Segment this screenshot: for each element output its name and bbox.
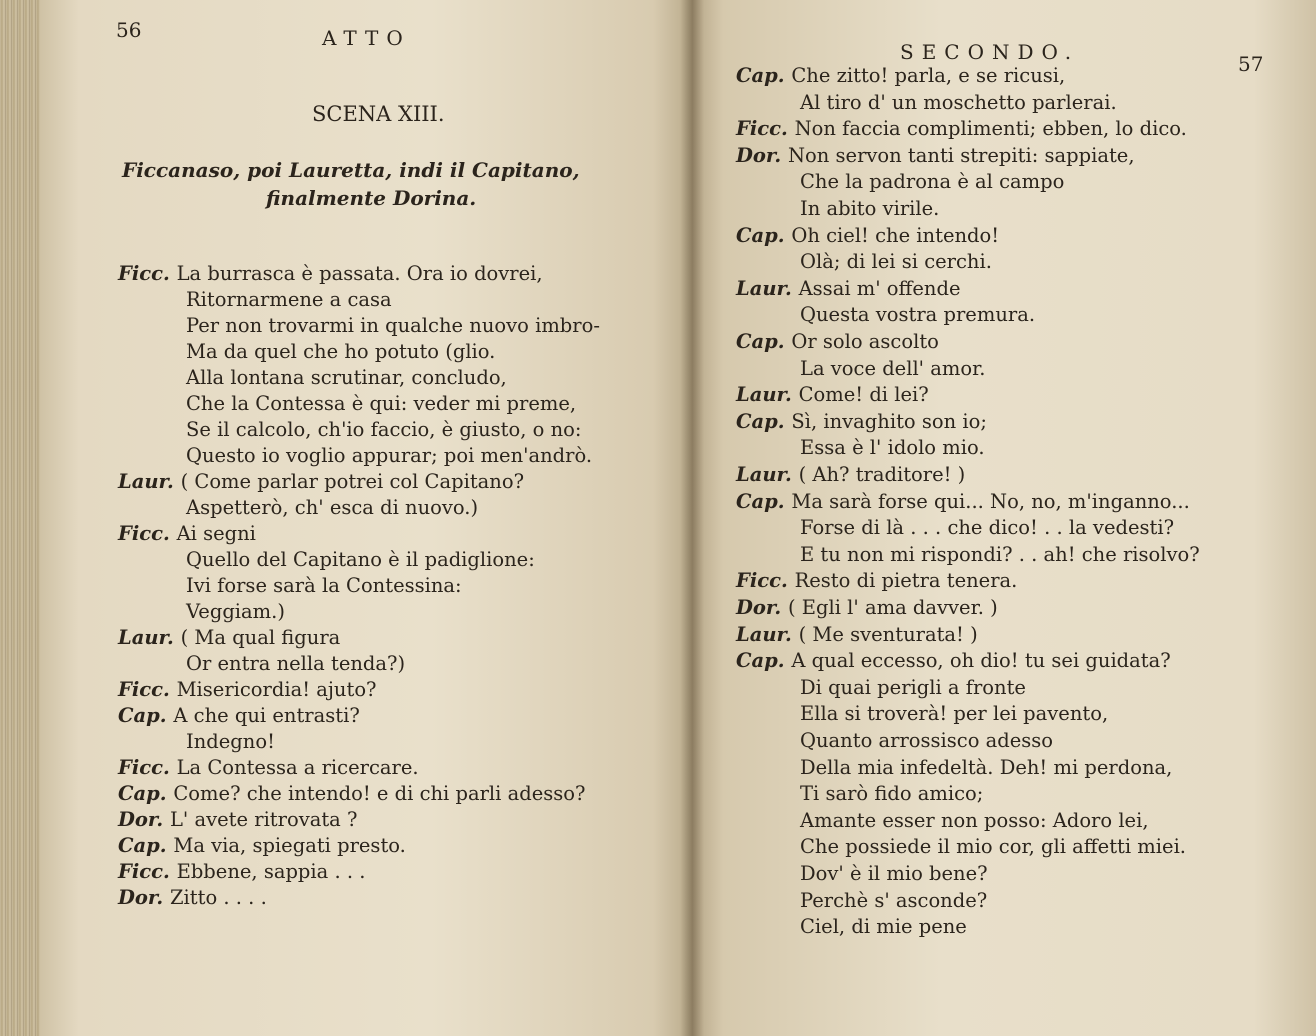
verse-text: Ma via, spiegati presto. bbox=[173, 834, 406, 857]
scene-intro-line-1: Ficcanaso, poi Lauretta, indi il Capitano, bbox=[122, 158, 580, 182]
speaker-label: Laur. bbox=[118, 470, 181, 493]
verse-text: Sì, invaghito son io; bbox=[791, 409, 987, 433]
verse-text: La Contessa a ricercare. bbox=[176, 756, 419, 779]
text-line bbox=[118, 886, 267, 910]
verse-text: La voce dell' amor. bbox=[800, 356, 986, 380]
speaker-label: Cap. bbox=[736, 489, 792, 513]
verse-text: Ma da quel che ho potuto (glio. bbox=[186, 340, 496, 363]
speaker-label: Dor. bbox=[118, 808, 170, 831]
text-line bbox=[118, 262, 543, 286]
text-line bbox=[736, 569, 1017, 593]
text-line bbox=[800, 197, 939, 221]
text-line bbox=[800, 676, 1026, 700]
text-line bbox=[186, 574, 462, 598]
right-page bbox=[692, 0, 1316, 1036]
verse-text: Zitto . . . . bbox=[169, 886, 267, 909]
text-line bbox=[118, 756, 419, 780]
speaker-label: Cap. bbox=[118, 782, 174, 805]
verse-text: Ritornarmene a casa bbox=[186, 288, 392, 311]
verse-text: Misericordia! ajuto? bbox=[176, 678, 377, 701]
text-line bbox=[800, 729, 1053, 753]
text-line bbox=[736, 596, 998, 620]
text-line bbox=[186, 444, 592, 468]
text-line bbox=[800, 889, 987, 913]
text-line bbox=[800, 436, 985, 460]
text-line bbox=[118, 782, 585, 806]
text-line bbox=[736, 224, 999, 248]
text-line bbox=[118, 704, 360, 728]
verse-text: Ivi forse sarà la Contessina: bbox=[186, 574, 462, 597]
scene-title: SCENA XIII. bbox=[312, 102, 445, 126]
page-number-right: 57 bbox=[1238, 52, 1264, 76]
verse-text: Al tiro d' un moschetto parlerai. bbox=[800, 90, 1117, 114]
speaker-label: Laur. bbox=[736, 463, 799, 486]
text-line bbox=[736, 64, 1065, 88]
verse-text: Questa vostra premura. bbox=[800, 303, 1036, 327]
text-line bbox=[186, 418, 581, 442]
text-line bbox=[118, 808, 357, 832]
verse-text: Che possiede il mio cor, gli affetti miei. bbox=[800, 835, 1187, 859]
speaker-label: Laur. bbox=[736, 622, 799, 646]
verse-text: Essa è l' idolo mio. bbox=[800, 436, 985, 460]
running-head-left: ATTO bbox=[322, 26, 411, 50]
verse-text: Come? che intendo! e di chi parli adesso? bbox=[173, 782, 586, 805]
verse-text: Non servon tanti strepiti: sappiate, bbox=[787, 143, 1135, 167]
speaker-label: Cap. bbox=[118, 704, 174, 727]
text-line bbox=[118, 860, 365, 884]
speaker-label: Cap. bbox=[736, 409, 792, 433]
verse-text: Che la Contessa è qui: veder mi preme, bbox=[186, 392, 577, 415]
text-line bbox=[800, 702, 1108, 726]
text-line bbox=[800, 835, 1186, 859]
verse-text: Per non trovarmi in qualche nuovo imbro- bbox=[186, 314, 600, 337]
text-line bbox=[186, 548, 535, 572]
verse-text: Come! di lei? bbox=[798, 383, 929, 407]
speaker-label: Cap. bbox=[736, 649, 792, 673]
verse-text: Alla lontana scrutinar, concludo, bbox=[186, 366, 507, 389]
verse-text: Resto di pietra tenera. bbox=[794, 569, 1018, 593]
speaker-label: Ficc. bbox=[118, 860, 177, 883]
verse-text: Perchè s' asconde? bbox=[800, 888, 988, 912]
text-line bbox=[736, 649, 1171, 673]
text-line bbox=[800, 516, 1174, 540]
verse-text: Ma sarà forse qui... No, no, m'inganno... bbox=[791, 489, 1190, 513]
speaker-label: Dor. bbox=[118, 886, 170, 909]
speaker-label: Ficc. bbox=[118, 678, 177, 701]
text-line bbox=[186, 314, 600, 338]
text-line bbox=[186, 730, 275, 754]
verse-text: Assai m' offende bbox=[798, 276, 961, 300]
text-line bbox=[186, 600, 285, 624]
verse-text: Aspetterò, ch' esca di nuovo.) bbox=[186, 496, 479, 519]
verse-text: In abito virile. bbox=[800, 197, 940, 220]
verse-text: ( Ah? traditore! ) bbox=[798, 463, 966, 486]
text-line bbox=[736, 410, 987, 434]
text-line bbox=[736, 490, 1190, 514]
verse-text: Veggiam.) bbox=[186, 600, 285, 623]
text-line bbox=[186, 496, 478, 520]
verse-text: Questo io voglio appurar; poi men'andrò. bbox=[186, 444, 593, 467]
text-line bbox=[186, 366, 507, 390]
speaker-label: Ficc. bbox=[118, 522, 177, 545]
verse-text: A qual eccesso, oh dio! tu sei guidata? bbox=[791, 649, 1171, 673]
text-line bbox=[736, 463, 965, 487]
text-line bbox=[736, 277, 961, 301]
text-line bbox=[800, 170, 1064, 194]
speaker-label: Dor. bbox=[736, 143, 788, 167]
book-gutter bbox=[680, 0, 704, 1036]
page-number-left: 56 bbox=[116, 18, 142, 42]
speaker-label: Cap. bbox=[118, 834, 174, 857]
verse-text: Or entra nella tenda?) bbox=[186, 652, 406, 675]
speaker-label: Laur. bbox=[736, 383, 799, 407]
verse-text: E tu non mi rispondi? . . ah! che risolvo? bbox=[800, 542, 1200, 566]
text-line bbox=[186, 392, 576, 416]
verse-text: Della mia infedeltà. Deh! mi perdona, bbox=[800, 755, 1173, 779]
text-line bbox=[800, 303, 1035, 327]
verse-text: Or solo ascolto bbox=[791, 330, 939, 353]
speaker-label: Ficc. bbox=[736, 569, 795, 593]
verse-text: ( Ma qual figura bbox=[180, 626, 341, 649]
text-line bbox=[118, 678, 377, 702]
text-line bbox=[800, 756, 1172, 780]
verse-text: Quanto arrossisco adesso bbox=[800, 729, 1054, 752]
text-line bbox=[118, 834, 406, 858]
text-line bbox=[118, 470, 524, 494]
text-line bbox=[118, 522, 256, 546]
text-line bbox=[736, 330, 939, 354]
speaker-label: Ficc. bbox=[118, 262, 177, 285]
text-line bbox=[736, 144, 1135, 168]
text-line bbox=[800, 782, 983, 806]
left-page bbox=[40, 0, 692, 1036]
verse-text: Non faccia complimenti; ebben, lo dico. bbox=[794, 117, 1187, 141]
verse-text: Amante esser non posso: Adoro lei, bbox=[800, 808, 1149, 832]
verse-text: La burrasca è passata. Ora io dovrei, bbox=[176, 262, 543, 285]
text-line bbox=[800, 250, 992, 274]
verse-text: Oh ciel! che intendo! bbox=[791, 223, 1000, 247]
verse-text: Olà; di lei si cerchi. bbox=[800, 250, 992, 274]
verse-text: Se il calcolo, ch'io faccio, è giusto, o no: bbox=[186, 418, 582, 441]
verse-text: Forse di là . . . che dico! . . la vedesti? bbox=[800, 516, 1175, 540]
running-head-right: SECONDO. bbox=[900, 40, 1080, 64]
verse-text: ( Me sventurata! ) bbox=[798, 622, 978, 646]
verse-text: Ciel, di mie pene bbox=[800, 915, 967, 939]
verse-text: A che qui entrasti? bbox=[173, 704, 360, 727]
text-line bbox=[736, 383, 929, 407]
verse-text: L' avete ritrovata ? bbox=[169, 808, 358, 831]
text-line bbox=[736, 117, 1187, 141]
text-line bbox=[800, 91, 1117, 115]
text-line bbox=[186, 340, 495, 364]
text-line bbox=[800, 809, 1149, 833]
text-line bbox=[186, 288, 392, 312]
verse-text: Ti sarò fido amico; bbox=[800, 782, 984, 806]
speaker-label: Cap. bbox=[736, 223, 792, 247]
verse-text: Ebbene, sappia . . . bbox=[176, 860, 366, 883]
verse-text: Quello del Capitano è il padiglione: bbox=[186, 548, 535, 571]
verse-text: Dov' è il mio bene? bbox=[800, 862, 988, 885]
speaker-label: Ficc. bbox=[118, 756, 177, 779]
speaker-label: Cap. bbox=[736, 330, 792, 353]
verse-text: Ella si troverà! per lei pavento, bbox=[800, 702, 1109, 726]
verse-text: Ai segni bbox=[176, 522, 256, 545]
speaker-label: Cap. bbox=[736, 64, 792, 87]
text-line bbox=[800, 915, 967, 939]
text-line bbox=[800, 862, 988, 886]
verse-text: Che la padrona è al campo bbox=[800, 170, 1065, 194]
speaker-label: Laur. bbox=[118, 626, 181, 649]
verse-text: ( Egli l' ama davver. ) bbox=[787, 596, 998, 619]
text-line bbox=[186, 652, 405, 676]
text-line bbox=[736, 623, 978, 647]
verse-text: Indegno! bbox=[186, 730, 275, 753]
speaker-label: Laur. bbox=[736, 276, 799, 300]
text-line bbox=[118, 626, 340, 650]
text-line bbox=[800, 543, 1200, 567]
verse-text: ( Come parlar potrei col Capitano? bbox=[180, 470, 525, 493]
speaker-label: Ficc. bbox=[736, 117, 795, 141]
verse-text: Che zitto! parla, e se ricusi, bbox=[791, 64, 1066, 87]
verse-text: Di quai perigli a fronte bbox=[800, 675, 1026, 699]
speaker-label: Dor. bbox=[736, 596, 788, 619]
scene-intro-line-2: finalmente Dorina. bbox=[266, 186, 477, 210]
text-line bbox=[800, 357, 985, 381]
